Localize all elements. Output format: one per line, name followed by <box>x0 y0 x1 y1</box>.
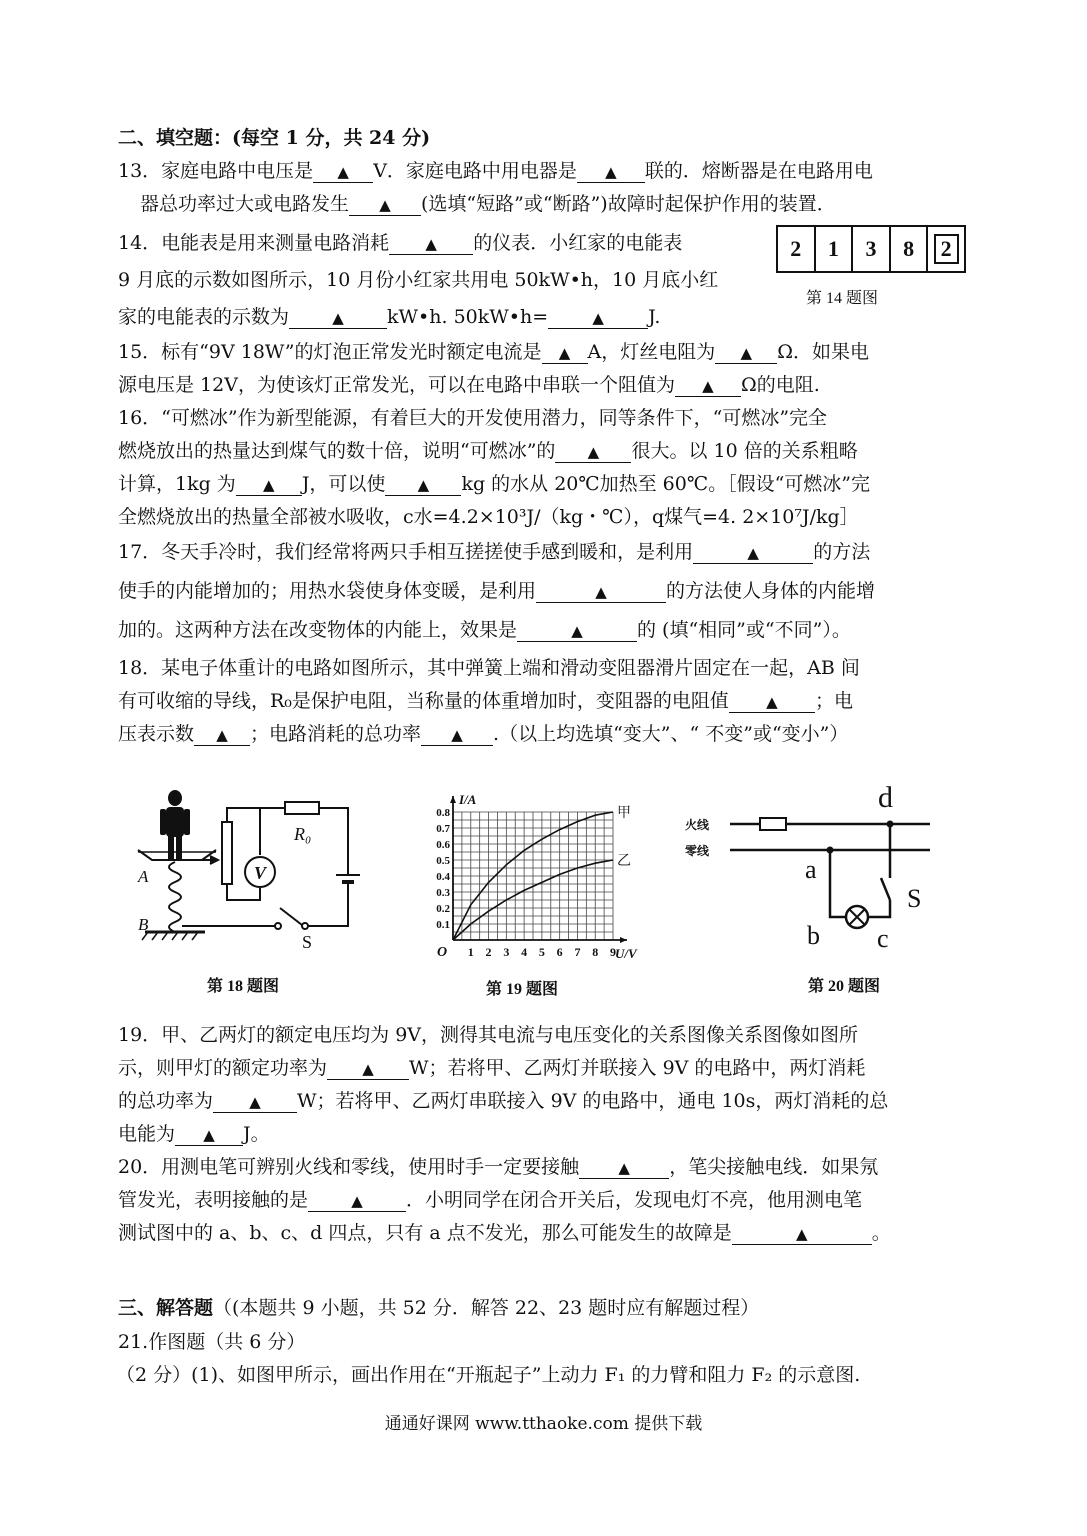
x-tick-label: 9 <box>610 945 616 959</box>
point-d-label: d <box>878 782 893 814</box>
answer-blank[interactable]: ▲ <box>313 161 373 183</box>
y-tick-label: 0.4 <box>436 871 450 883</box>
answer-blank[interactable]: ▲ <box>175 1124 243 1146</box>
answer-blank[interactable]: ▲ <box>729 691 815 713</box>
fig14-caption: 第 14 题图 <box>806 290 879 307</box>
point-a-label: a <box>805 855 817 884</box>
answer-blank[interactable]: ▲ <box>517 620 637 642</box>
x-tick-label: 4 <box>521 945 528 959</box>
answer-blank[interactable]: ▲ <box>542 342 588 364</box>
chart-grid <box>453 812 613 940</box>
answer-blank[interactable]: ▲ <box>732 1223 872 1245</box>
q20-line3: 测试图中的 a、b、c、d 四点，只有 a 点不发光，那么可能发生的故障是 ▲ 。 <box>118 1222 891 1244</box>
answer-blank[interactable]: ▲ <box>536 581 666 603</box>
series-label: 甲 <box>617 806 631 821</box>
fig20-wiring-diagram <box>685 782 945 962</box>
q18-line3: 压表示数 ▲ ；电路消耗的总功率 ▲ .（以上均选填“变大”、“ 不变”或“变小”） <box>118 723 849 745</box>
q18-line2: 有可收缩的导线，R₀是保护电阻，当称量的体重增加时，变阻器的电阻值 ▲ ；电 <box>118 690 853 712</box>
answer-blank[interactable]: ▲ <box>236 474 302 496</box>
q15-line2: 源电压是 12V，为使该灯正常发光，可以在电路中串联一个阻值为 ▲ Ω的电阻. <box>118 374 820 396</box>
q16-line2: 燃烧放出的热量达到煤气的数十倍，说明“可燃冰”的 ▲ 很大。以 10 倍的关系粗略 <box>118 440 858 462</box>
answer-blank[interactable]: ▲ <box>579 1157 669 1179</box>
switch-s-label: S <box>907 884 922 913</box>
answer-blank[interactable]: ▲ <box>555 441 631 463</box>
point-b-label: b <box>807 921 820 950</box>
chart-ticks <box>436 807 616 959</box>
answer-blank[interactable]: ▲ <box>548 307 648 329</box>
answer-blank[interactable]: ▲ <box>715 342 777 364</box>
switch-icon <box>881 878 890 900</box>
x-tick-label: 5 <box>538 945 545 959</box>
y-tick-label: 0.5 <box>436 855 450 867</box>
section-3-header <box>118 1296 759 1320</box>
section-3-title: 三、解答题 <box>118 1297 214 1319</box>
energy-meter-display <box>776 225 966 273</box>
spring-icon <box>169 862 181 932</box>
fig18-circuit-diagram <box>130 780 380 960</box>
answer-blank[interactable]: ▲ <box>389 233 473 255</box>
live-wire-label: 火线 <box>685 818 710 832</box>
q20-line2: 管发光，表明接触的是 ▲ ．小明同学在闭合开关后，发现电灯不亮，他用测电笔 <box>118 1189 863 1211</box>
origin-label: O <box>437 945 448 960</box>
q17-line2: 使手的内能增加的；用热水袋使身体变暖，是利用 ▲ 的方法使人身体的内能增 <box>118 580 876 602</box>
q20-line1: 20．用测电笔可辨别火线和零线，使用时手一定要接触 ▲ ，笔尖接触电线．如果氖 <box>118 1156 879 1178</box>
q17-line1: 17．冬天手冷时，我们经常将两只手相互搓搓使手感到暖和，是利用 ▲ 的方法 <box>118 541 871 563</box>
fig20-caption: 第 20 题图 <box>808 978 881 995</box>
meter-decimal-digit: 2 <box>928 227 964 271</box>
answer-blank[interactable]: ▲ <box>289 307 387 329</box>
y-tick-label: 0.7 <box>436 823 450 835</box>
fuse-icon <box>760 818 786 830</box>
meter-digit: 8 <box>891 227 929 271</box>
q14-line2: 9 月底的示数如图所示，10 月份小红家共用电 50kW•h，10 月底小红 <box>118 269 719 291</box>
answer-blank[interactable]: ▲ <box>308 1190 406 1212</box>
answer-blank[interactable]: ▲ <box>327 1058 409 1080</box>
section-3-note: （(本题共 9 小题，共 52 分．解答 22、23 题时应有解题过程） <box>213 1297 760 1319</box>
q13-line1: 13．家庭电路中电压是 ▲ V．家庭电路中用电器是 ▲ 联的．熔断器是在电路用电 <box>118 160 873 182</box>
q21-part1: （2 分）(1)、如图甲所示，画出作用在“开瓶起子”上动力 F₁ 的力臂和阻力 F₂ 的示意图. <box>116 1364 861 1386</box>
resistor-r0 <box>285 802 319 814</box>
x-axis-arrow <box>620 937 627 943</box>
section-2-title: 二、填空题：(每空 1 分，共 24 分) <box>118 127 431 149</box>
q15-line1: 15．标有“9V 18W”的灯泡正常发光时额定电流是 ▲ A，灯丝电阻为 ▲ Ω．如果电 <box>118 341 870 363</box>
answer-blank[interactable]: ▲ <box>213 1091 297 1113</box>
point-c-label: c <box>877 924 889 953</box>
y-tick-label: 0.8 <box>436 807 450 819</box>
y-tick-label: 0.6 <box>436 839 450 851</box>
fig18-caption: 第 18 题图 <box>207 978 280 995</box>
q16-line4: 全燃烧放出的热量全部被水吸收，c水=4.2×10³J/（kg・℃），q煤气=4. 2×10⁷J/kg］ <box>118 506 859 528</box>
answer-blank[interactable]: ▲ <box>385 474 461 496</box>
q19-line2: 示，则甲灯的额定功率为 ▲ W；若将甲、乙两灯并联接入 9V 的电路中，两灯消耗 <box>118 1057 866 1079</box>
answer-blank[interactable]: ▲ <box>349 194 421 216</box>
q18-line1: 18．某电子体重计的电路如图所示，其中弹簧上端和滑动变阻器滑片固定在一起，AB 间 <box>118 657 860 679</box>
x-tick-label: 3 <box>503 945 510 959</box>
y-axis-label: I/A <box>459 792 477 807</box>
q17-line3: 加的。这两种方法在改变物体的内能上，效果是 ▲ 的 (填“相同”或“不同”）。 <box>118 619 851 641</box>
y-axis-arrow <box>450 796 456 803</box>
fig19-iu-chart <box>425 782 645 974</box>
meter-digit: 3 <box>853 227 891 271</box>
x-axis-label: U/V <box>615 946 637 961</box>
neutral-wire-label: 零线 <box>685 844 710 858</box>
meter-digit: 1 <box>816 227 854 271</box>
page-footer: 通通好课网 www.tthaoke.com 提供下载 <box>384 1414 703 1434</box>
q16-line1: 16．“可燃冰”作为新型能源，有着巨大的开发使用潜力，同等条件下，“可燃冰”完全 <box>118 407 828 429</box>
q13-line2: 器总功率过大或电路发生 ▲ (选填“短路”或“断路”)故障时起保护作用的装置． <box>140 193 836 215</box>
q16-line3: 计算，1kg 为 ▲ J，可以使 ▲ kg 的水从 20℃加热至 60℃。［假设“可燃冰”完 <box>118 473 871 495</box>
voltmeter-label: V <box>253 863 267 883</box>
answer-blank[interactable]: ▲ <box>675 375 741 397</box>
answer-blank[interactable]: ▲ <box>421 724 493 746</box>
meter-digit: 2 <box>778 227 816 271</box>
y-tick-label: 0.2 <box>436 903 450 915</box>
y-tick-label: 0.1 <box>436 919 450 931</box>
q14-line3: 家的电能表的示数为 ▲ kW•h. 50kW•h= ▲ J. <box>118 306 661 328</box>
q21-title: 21.作图题（共 6 分） <box>118 1331 306 1353</box>
fig19-caption: 第 19 题图 <box>486 981 559 998</box>
q19-line4: 电能为 ▲ J。 <box>118 1123 270 1145</box>
x-tick-label: 2 <box>485 945 492 959</box>
q19-line3: 的总功率为 ▲ W；若将甲、乙两灯串联接入 9V 的电路中，通电 10s，两灯消耗的总 <box>118 1090 889 1112</box>
x-tick-label: 8 <box>592 945 599 959</box>
person-icon <box>160 790 190 860</box>
q19-line1: 19．甲、乙两灯的额定电压均为 9V，测得其电流与电压变化的关系图像关系图像如图所 <box>118 1024 859 1046</box>
series-label: 乙 <box>617 854 631 869</box>
y-tick-label: 0.3 <box>436 887 450 899</box>
answer-blank[interactable]: ▲ <box>194 724 250 746</box>
q14-line1: 14．电能表是用来测量电路消耗 ▲ 的仪表．小红家的电能表 <box>118 232 683 254</box>
x-tick-label: 6 <box>556 945 563 959</box>
switch-s-label: S <box>302 932 313 952</box>
chart-axes <box>450 796 627 943</box>
point-a-label: A <box>138 867 149 886</box>
answer-blank[interactable]: ▲ <box>577 161 645 183</box>
r0-label: R₀ <box>294 824 312 844</box>
point-b-label: B <box>138 915 149 934</box>
x-tick-label: 1 <box>467 945 474 959</box>
answer-blank[interactable]: ▲ <box>693 542 813 564</box>
x-tick-label: 7 <box>574 945 581 959</box>
rheostat <box>222 822 232 884</box>
